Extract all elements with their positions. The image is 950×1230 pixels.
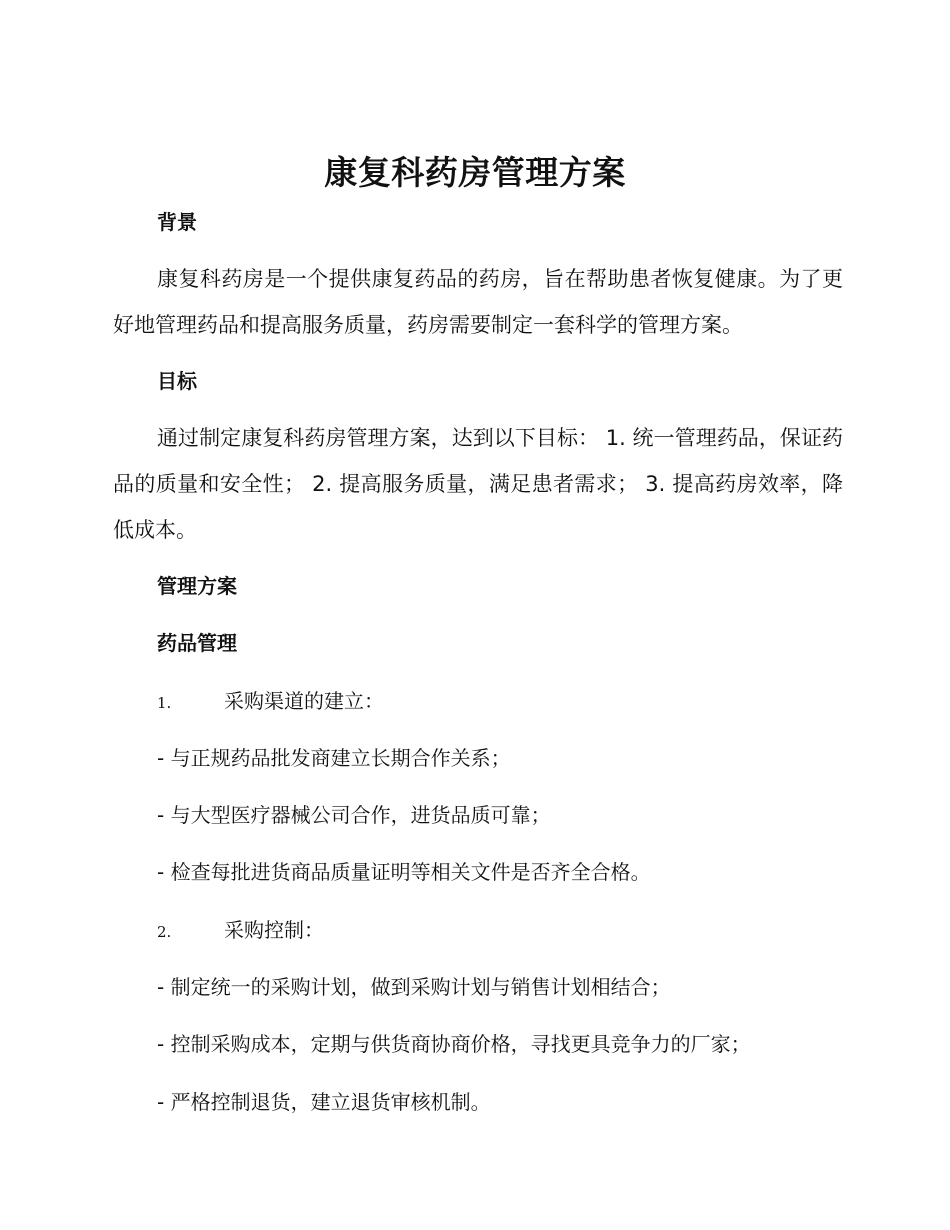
section-heading-plan: 管理方案 [157, 574, 237, 598]
section-heading-goals: 目标 [157, 369, 197, 393]
list-item: - 与大型医疗器械公司合作，进货品质可靠； [157, 803, 551, 827]
list-item-number: 1. [157, 694, 172, 712]
section-heading-background: 背景 [157, 210, 197, 234]
list-item: - 制定统一的采购计划，做到采购计划与销售计划相结合； [157, 975, 671, 999]
list-item-numbered [157, 916, 324, 946]
list-item-number: 2. [157, 923, 172, 941]
document-title: 康复科药房管理方案 [324, 153, 626, 192]
list-item-numbered [157, 687, 384, 717]
list-item-text: 采购渠道的建立： [224, 689, 384, 713]
list-item: - 与正规药品批发商建立长期合作关系； [157, 746, 511, 770]
list-item-text: 采购控制： [224, 918, 324, 942]
goals-paragraph: 通过制定康复科药房管理方案，达到以下目标： 1. 统一管理药品，保证药品的质量和安全性； 2. 提高服务质量，满足患者需求； 3. 提高药房效率，降低成本。 [113, 426, 843, 542]
list-item: - 控制采购成本，定期与供货商协商价格，寻找更具竞争力的厂家； [157, 1032, 751, 1056]
background-paragraph: 康复科药房是一个提供康复药品的药房，旨在帮助患者恢复健康。为了更好地管理药品和提高服务质量，药房需要制定一套科学的管理方案。 [113, 267, 843, 337]
list-item: - 严格控制退货，建立退货审核机制。 [157, 1090, 491, 1114]
section-heading-drug-management: 药品管理 [157, 631, 237, 655]
list-item: - 检查每批进货商品质量证明等相关文件是否齐全合格。 [157, 860, 651, 884]
